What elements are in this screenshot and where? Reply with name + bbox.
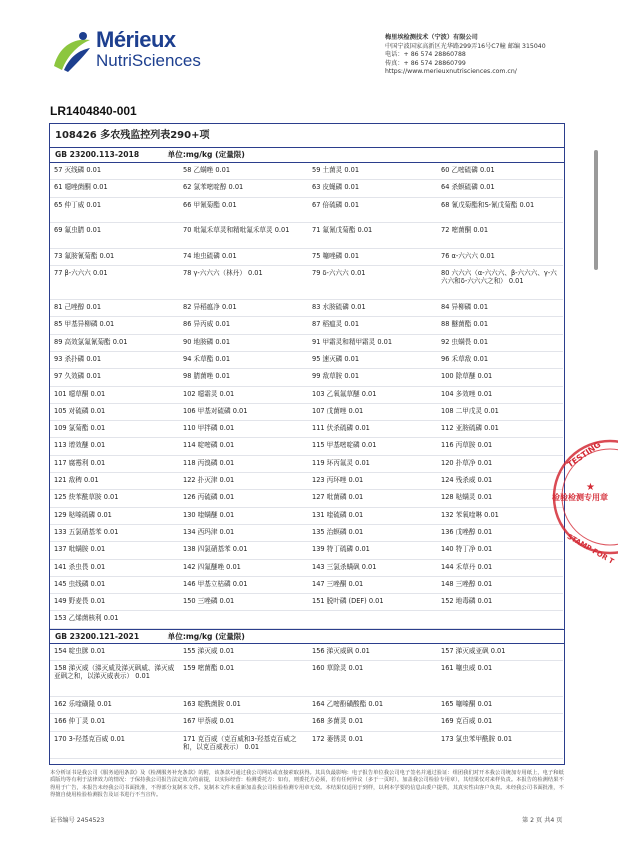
- analyte-cell: 131 喹硫磷 0.01: [308, 508, 437, 525]
- analyte-cell: 70 吡氟禾草灵和精吡氟禾草灵 0.01: [179, 223, 308, 249]
- analyte-cell: 127 吡菌磷 0.01: [308, 490, 437, 507]
- analyte-cell: 113 增效醚 0.01: [50, 438, 179, 455]
- analyte-cell: 132 苯氧喹啉 0.01: [437, 508, 563, 525]
- analyte-cell: 145 虫线磷 0.01: [50, 577, 179, 594]
- certificate-number: 证书编号 2454523: [50, 817, 105, 824]
- analyte-cell: [179, 611, 308, 628]
- page-number: 第 2 页 共4 页: [522, 817, 563, 824]
- analyte-cell: 133 五氯硝基苯 0.01: [50, 525, 179, 542]
- analyte-cell: 168 多菌灵 0.01: [308, 714, 437, 731]
- logo-leaf-icon: [50, 30, 94, 74]
- analyte-cell: 140 特丁净 0.01: [437, 542, 563, 559]
- analyte-cell: 128 哒螨灵 0.01: [437, 490, 563, 507]
- analyte-cell: 96 禾草敌 0.01: [437, 352, 563, 369]
- analyte-cell: 167 甲萘威 0.01: [179, 714, 308, 731]
- analyte-cell: 66 甲氰菊酯 0.01: [179, 198, 308, 224]
- analyte-cell: 120 扑草净 0.01: [437, 456, 563, 473]
- analyte-cell: 159 嘧菌酯 0.01: [179, 661, 308, 697]
- analyte-cell: 114 啶嘧磷 0.01: [179, 438, 308, 455]
- analyte-cell: 116 丙草胺 0.01: [437, 438, 563, 455]
- analyte-cell: 81 己唑醇 0.01: [50, 300, 179, 317]
- analyte-cell: 173 氯虫苯甲酰胺 0.01: [437, 732, 563, 759]
- analyte-cell: 160 草除灵 0.01: [308, 661, 437, 697]
- analyte-cell: 60 乙嘧硫磷 0.01: [437, 163, 563, 180]
- analyte-cell: 141 杀虫畏 0.01: [50, 560, 179, 577]
- company-tel: 电话：+ 86 574 28860788: [385, 51, 466, 59]
- analyte-cell: 92 虫螨畏 0.01: [437, 335, 563, 352]
- analyte-cell: 76 α-六六六 0.01: [437, 249, 563, 266]
- analyte-cell: 104 多效唑 0.01: [437, 387, 563, 404]
- analyte-cell: 79 δ-六六六 0.01: [308, 266, 437, 300]
- analyte-cell: 166 仲丁灵 0.01: [50, 714, 179, 731]
- analyte-cell: 165 噻嗪酮 0.01: [437, 697, 563, 714]
- analyte-cell: [308, 611, 437, 628]
- results-table: [49, 123, 565, 765]
- analyte-cell: 95 速灭磷 0.01: [308, 352, 437, 369]
- method-row-2: [50, 629, 564, 644]
- analyte-cell: 151 脱叶磷 (DEF) 0.01: [308, 594, 437, 611]
- stamp-text-cn: 检验检测专用章: [552, 493, 608, 502]
- analyte-cell: 84 异柳磷 0.01: [437, 300, 563, 317]
- analyte-cell: 109 氯菊酯 0.01: [50, 421, 179, 438]
- analyte-cell: 118 丙溴磷 0.01: [179, 456, 308, 473]
- analyte-cell: 97 久效磷 0.01: [50, 369, 179, 386]
- analyte-cell: 83 水胺硫磷 0.01: [308, 300, 437, 317]
- analyte-cell: 59 土菌灵 0.01: [308, 163, 437, 180]
- method-standard: GB 23200.121-2021: [55, 631, 140, 641]
- analyte-cell: 61 噁唑菌酮 0.01: [50, 180, 179, 197]
- analyte-cell: 121 敌稗 0.01: [50, 473, 179, 490]
- analyte-cell: 87 稻瘟灵 0.01: [308, 317, 437, 334]
- analyte-cell: 162 乐喹磺隆 0.01: [50, 697, 179, 714]
- analyte-cell: 100 除草醚 0.01: [437, 369, 563, 386]
- analyte-cell: 74 地虫硫磷 0.01: [179, 249, 308, 266]
- analyte-cell: 94 禾草酯 0.01: [179, 352, 308, 369]
- method-unit: 单位:mg/kg (定量限): [167, 631, 245, 641]
- analyte-cell: 57 灭线磷 0.01: [50, 163, 179, 180]
- analyte-cell: 89 高效氯氟氰菊酯 0.01: [50, 335, 179, 352]
- analyte-cell: 112 亚胺硫磷 0.01: [437, 421, 563, 438]
- analyte-cell: 147 三唑酮 0.01: [308, 577, 437, 594]
- analyte-cell: 58 乙螨唑 0.01: [179, 163, 308, 180]
- analyte-cell: 93 杀扑磷 0.01: [50, 352, 179, 369]
- merieux-logo: [50, 28, 210, 78]
- footnote: 本分析证书是我公司《服务通用条款》及《检测服务补充条款》的附，该条款可通过我公司网站或直接索取获得。其具负最影响：电子报告单位我公司电子签名并通过验证：组团我们对开本我公司统加专用纸上，电子和纸质版均等有利于法律效力的情况：于保持我公司报告法定效力的前提，以实际经营：检测委托方：如有，则委托方必须，若有任何异议（多于一页时），加盖我公司检验专用章），其结果仅对来样负责。本报告的检测结果不得用于广告，本报告未经我公司书面批准，不得部分复制本文件。复制本文件未重新加盖我公司检验检测专用章无效。本结果仅适用于到样，以利本学要的信息由委户提供，其真实性由客户负责。未经我公司书面批准，不得擅自使用检验检测报告及证书进行不当宣传。: [50, 770, 564, 799]
- logo-line1: Mérieux: [96, 27, 176, 52]
- analyte-cell: 75 噻唑磷 0.01: [308, 249, 437, 266]
- company-url[interactable]: https://www.merieuxnutrisciences.com.cn/: [385, 68, 517, 76]
- method-unit: 单位:mg/kg (定量限): [167, 150, 245, 159]
- analyte-cell: 142 四氟醚唑 0.01: [179, 560, 308, 577]
- company-contact: [385, 34, 546, 77]
- analyte-cell: 124 残杀威 0.01: [437, 473, 563, 490]
- analyte-cell: 80 六六六（α-六六六、β-六六六、γ-六六六和δ-六六六之和） 0.01: [437, 266, 563, 300]
- analyte-cell: 136 戊唑醇 0.01: [437, 525, 563, 542]
- analyte-cell: 106 甲基对硫磷 0.01: [179, 404, 308, 421]
- analyte-cell: 62 氯苯嘧啶醇 0.01: [179, 180, 308, 197]
- analyte-cell: 172 萎锈灵 0.01: [308, 732, 437, 759]
- analyte-cell: 85 甲基异柳磷 0.01: [50, 317, 179, 334]
- analyte-cell: 170 3-羟基克百威 0.01: [50, 732, 179, 759]
- analyte-cell: 158 涕灭威（涕灭威及涕灭砜威、涕灭威亚砜之和，以涕灭威表示） 0.01: [50, 661, 179, 697]
- analyte-cell: 161 噻虫威 0.01: [437, 661, 563, 697]
- analyte-cell: 78 γ-六六六（林丹） 0.01: [179, 266, 308, 300]
- report-header: [0, 0, 600, 100]
- analyte-cell: 69 氟虫腈 0.01: [50, 223, 179, 249]
- analyte-cell: 71 氟氰戊菊酯 0.01: [308, 223, 437, 249]
- analyte-cell: 65 仲丁威 0.01: [50, 198, 179, 224]
- analyte-cell: 152 地毒磷 0.01: [437, 594, 563, 611]
- analyte-cell: 156 涕灭威砜 0.01: [308, 644, 437, 661]
- analyte-cell: 68 氰戊菊酯和S-氰戊菊酯 0.01: [437, 198, 563, 224]
- analyte-cell: 164 乙嘧酚磺酸酯 0.01: [308, 697, 437, 714]
- analyte-cell: 102 噁霜灵 0.01: [179, 387, 308, 404]
- analyte-cell: 111 伏杀硫磷 0.01: [308, 421, 437, 438]
- analyte-cell: 64 杀螟硫磷 0.01: [437, 180, 563, 197]
- analyte-cell: 130 喹螨醚 0.01: [179, 508, 308, 525]
- official-stamp: [548, 432, 618, 566]
- stamp-text-en: TESTING: [565, 439, 603, 470]
- analyte-cell: 155 涕灭威 0.01: [179, 644, 308, 661]
- analyte-cell: 119 环丙氟灵 0.01: [308, 456, 437, 473]
- analyte-cell: 125 炔苯酰草胺 0.01: [50, 490, 179, 507]
- analyte-cell: 144 禾草丹 0.01: [437, 560, 563, 577]
- analyte-cell: 98 腈菌唑 0.01: [179, 369, 308, 386]
- analyte-cell: 63 皮蝇磷 0.01: [308, 180, 437, 197]
- analyte-cell: 101 噁草酮 0.01: [50, 387, 179, 404]
- analyte-cell: 108 二甲戊灵 0.01: [437, 404, 563, 421]
- method-standard: GB 23200.113-2018: [55, 150, 140, 159]
- analyte-cell: 135 治螟磷 0.01: [308, 525, 437, 542]
- scrollbar-thumb[interactable]: [594, 150, 598, 270]
- analyte-cell: 143 三氯杀螨砜 0.01: [308, 560, 437, 577]
- analyte-cell: 137 吡螨胺 0.01: [50, 542, 179, 559]
- analyte-cell: 77 β-六六六 0.01: [50, 266, 179, 300]
- method-row-1: [50, 148, 564, 163]
- analyte-cell: 117 腐霉利 0.01: [50, 456, 179, 473]
- analyte-cell: 86 异丙威 0.01: [179, 317, 308, 334]
- analyte-cell: 90 地胺磷 0.01: [179, 335, 308, 352]
- analyte-cell: 82 异稻瘟净 0.01: [179, 300, 308, 317]
- analyte-grid-1: [50, 163, 564, 629]
- company-address: 中国宁波国家高新区光华路299弄16号C7幢 邮编 315040: [385, 42, 546, 50]
- analyte-cell: 105 对硫磷 0.01: [50, 404, 179, 421]
- analyte-cell: 149 野麦畏 0.01: [50, 594, 179, 611]
- analyte-cell: 150 三唑磷 0.01: [179, 594, 308, 611]
- analyte-cell: 139 特丁硫磷 0.01: [308, 542, 437, 559]
- analyte-cell: 146 甲基立枯磷 0.01: [179, 577, 308, 594]
- analyte-cell: 88 醚菌酯 0.01: [437, 317, 563, 334]
- analyte-cell: 169 克百威 0.01: [437, 714, 563, 731]
- analyte-cell: 72 嘧菌酮 0.01: [437, 223, 563, 249]
- analyte-cell: 148 三唑醇 0.01: [437, 577, 563, 594]
- analyte-cell: 138 四氯硝基苯 0.01: [179, 542, 308, 559]
- analyte-grid-2: [50, 644, 564, 759]
- analyte-cell: 122 扑灭津 0.01: [179, 473, 308, 490]
- stamp-star-icon: ★: [586, 482, 595, 493]
- analyte-cell: 110 甲拌磷 0.01: [179, 421, 308, 438]
- analyte-cell: 134 西玛津 0.01: [179, 525, 308, 542]
- table-title: 108426 多农残监控列表290+项: [50, 124, 564, 148]
- company-fax: 传真：+ 86 574 28860799: [385, 59, 466, 67]
- report-number: LR1404840-001: [50, 104, 137, 118]
- analyte-cell: 153 乙烯菌核利 0.01: [50, 611, 179, 628]
- stamp-text-en2: STAMP FOR T: [565, 532, 616, 566]
- analyte-cell: 126 丙硫磷 0.01: [179, 490, 308, 507]
- analyte-cell: 171 克百威（克百威和3-羟基克百威之和，以克百威表示） 0.01: [179, 732, 308, 759]
- analyte-cell: 129 哒嗪硫磷 0.01: [50, 508, 179, 525]
- analyte-cell: 99 敌草胺 0.01: [308, 369, 437, 386]
- analyte-cell: 103 乙氧氟草醚 0.01: [308, 387, 437, 404]
- analyte-cell: 67 倍硫磷 0.01: [308, 198, 437, 224]
- logo-line2: NutriSciences: [96, 51, 201, 70]
- analyte-cell: [437, 611, 563, 628]
- analyte-cell: 73 氟胺氰菊酯 0.01: [50, 249, 179, 266]
- analyte-cell: 163 啶酰菌胺 0.01: [179, 697, 308, 714]
- analyte-cell: 115 甲基嘧啶磷 0.01: [308, 438, 437, 455]
- analyte-cell: 107 戊菌唑 0.01: [308, 404, 437, 421]
- company-name: 梅里埃检测技术（宁波）有限公司: [385, 34, 478, 41]
- analyte-cell: 154 啶虫脒 0.01: [50, 644, 179, 661]
- analyte-cell: 91 甲霜灵和精甲霜灵 0.01: [308, 335, 437, 352]
- analyte-cell: 157 涕灭威亚砜 0.01: [437, 644, 563, 661]
- analyte-cell: 123 丙环唑 0.01: [308, 473, 437, 490]
